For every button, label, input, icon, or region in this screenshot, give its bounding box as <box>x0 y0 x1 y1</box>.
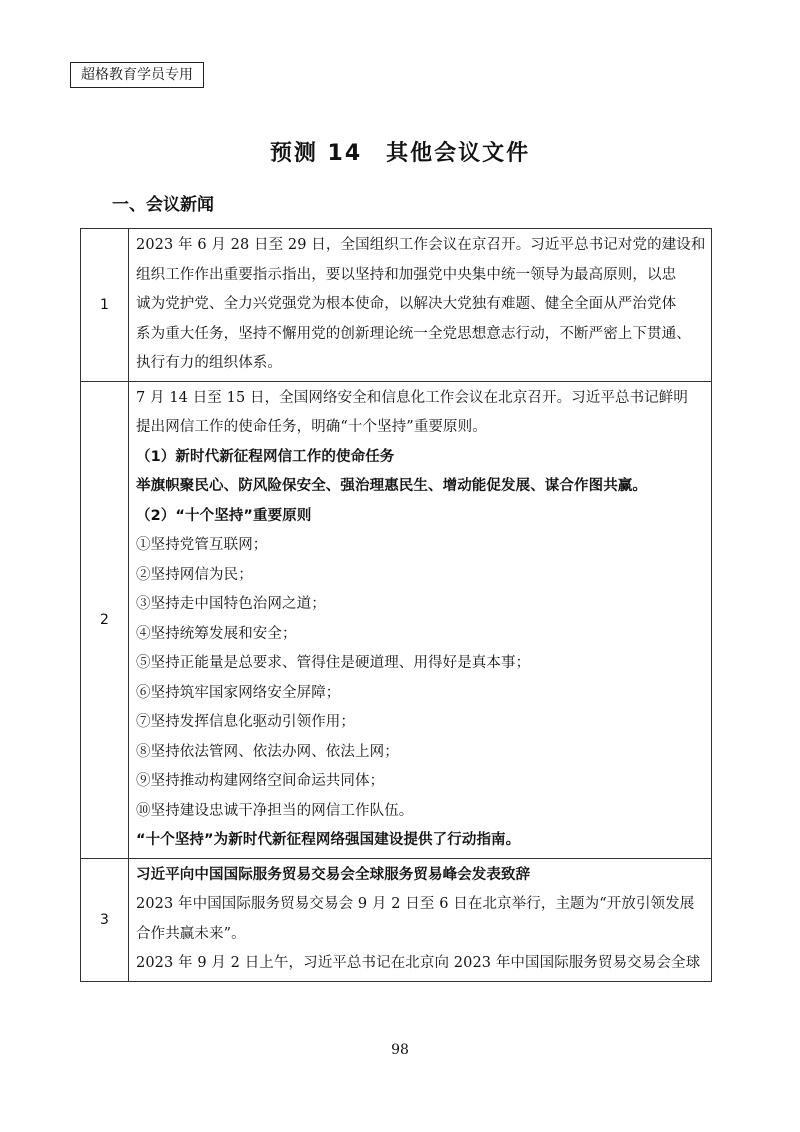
text-line: 2023 年中国国际服务贸易交易会 9 月 2 日至 6 日在北京举行，主题为“开放引领发展 <box>136 896 695 912</box>
row-number: 2 <box>81 381 129 858</box>
list-item: ⑩坚持建设忠诚干净担当的网信工作队伍。 <box>136 802 414 819</box>
list-item: ⑨坚持推动构建网络空间命运共同体； <box>136 773 385 789</box>
list-item: ③坚持走中国特色治网之道； <box>136 596 326 612</box>
text-line: 执行有力的组织体系。 <box>136 355 282 371</box>
subheading: （1）新时代新征程网信工作的使命任务 <box>136 448 395 465</box>
text-line: 举旗帜聚民心、防风险保安全、强治理惠民生、增动能促发展、谋合作图共赢。 <box>136 478 647 494</box>
text-line: “十个坚持”为新时代新征程网络强国建设提供了行动指南。 <box>136 832 521 848</box>
news-table <box>80 228 712 982</box>
row-number: 1 <box>81 229 129 382</box>
table-row <box>81 381 712 858</box>
page-number: 98 <box>391 1042 409 1058</box>
text-line: 系为重大任务，坚持不懈用党的创新理论统一全党思想意志行动，不断严密上下贯通、 <box>136 325 691 342</box>
table-row <box>81 858 712 981</box>
list-item: ⑤坚持正能量是总要求、管得住是硬道理、用得好是真本事； <box>136 655 531 671</box>
subheading: 习近平向中国国际服务贸易交易会全球服务贸易峰会发表致辞 <box>136 866 531 883</box>
list-item: ①坚持党管互联网； <box>136 537 268 553</box>
row-number: 3 <box>81 858 129 981</box>
text-line: 诚为党护党、全力兴党强党为根本使命，以解决大党独有难题、健全全面从严治党体 <box>136 296 677 312</box>
section-heading: 一、会议新闻 <box>112 195 214 215</box>
list-item: ④坚持统筹发展和安全； <box>136 625 297 642</box>
row-content <box>129 858 712 981</box>
subheading: （2）“十个坚持”重要原则 <box>136 507 312 524</box>
text-line: 组织工作作出重要指示指出，要以坚持和加强党中央集中统一领导为最高原则，以忠 <box>136 266 677 283</box>
page-title: 预测 14 其他会议文件 <box>269 141 531 166</box>
row-content <box>129 229 712 382</box>
list-item: ⑥坚持筑牢国家网络安全屏障； <box>136 684 341 701</box>
text-line: 合作共赢未来”。 <box>136 925 246 942</box>
row-content <box>129 381 712 858</box>
list-item: ⑦坚持发挥信息化驱动引领作用； <box>136 714 355 730</box>
text-line: 7 月 14 日至 15 日，全国网络安全和信息化工作会议在北京召开。习近平总书记鲜明 <box>136 389 688 406</box>
header-stamp: 超格教育学员专用 <box>70 62 204 88</box>
text-line: 2023 年 9 月 2 日上午，习近平总书记在北京向 2023 年中国国际服务贸易交易会全球 <box>136 955 701 971</box>
table-row <box>81 229 712 382</box>
text-line: 2023 年 6 月 28 日至 29 日，全国组织工作会议在京召开。习近平总书记对党的建设和 <box>136 237 706 253</box>
text-line: 提出网信工作的使命任务，明确“十个坚持”重要原则。 <box>136 419 487 435</box>
list-item: ⑧坚持依法管网、依法办网、依法上网； <box>136 743 399 760</box>
list-item: ②坚持网信为民； <box>136 566 253 583</box>
